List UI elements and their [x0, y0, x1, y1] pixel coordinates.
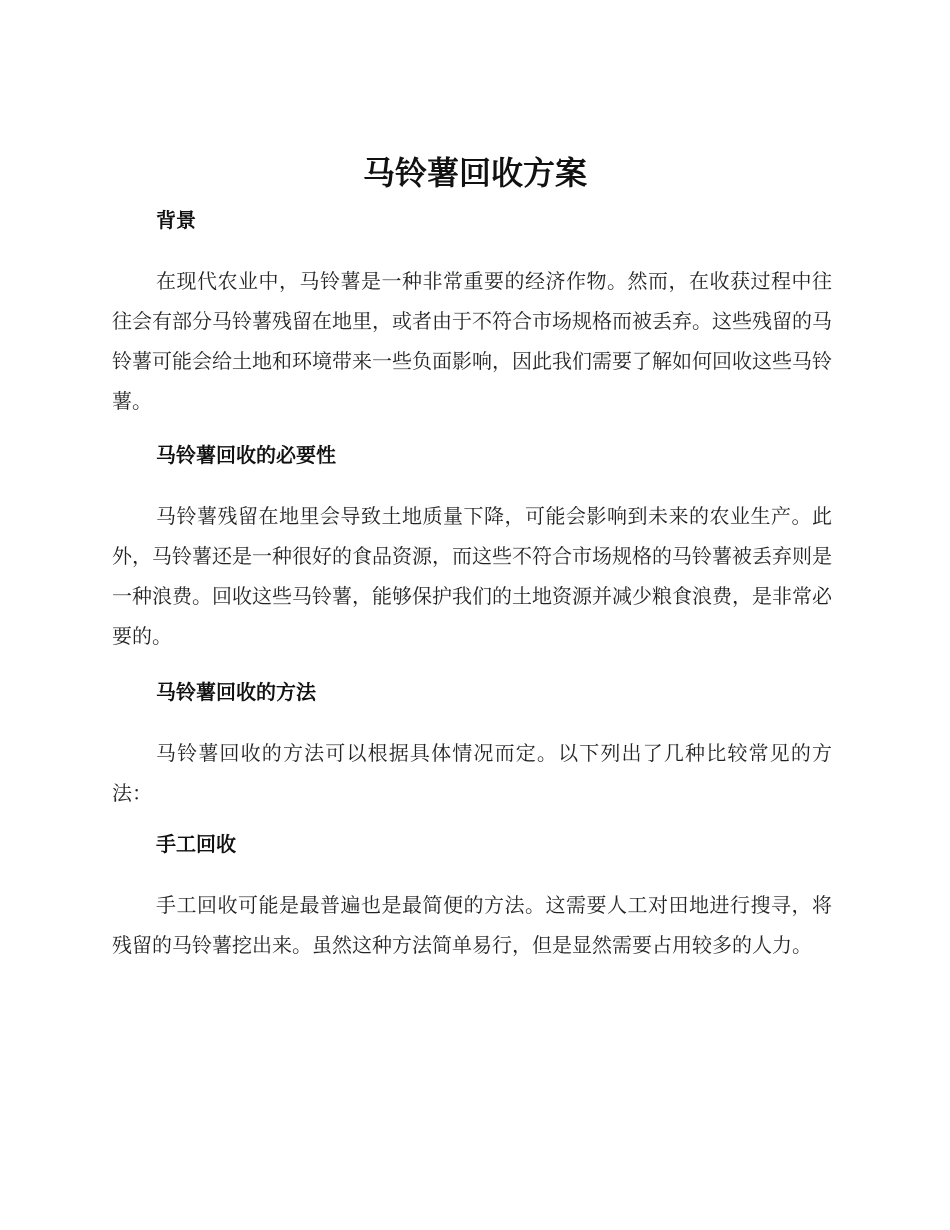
section-necessity	[112, 440, 832, 656]
section-methods	[112, 677, 832, 813]
section-background	[112, 205, 832, 421]
document-title: 马铃薯回收方案	[362, 154, 587, 192]
section-paragraph: 手工回收可能是最普遍也是最简便的方法。这需要人工对田地进行搜寻，将残留的马铃薯挖出来。虽然这种方法简单易行，但是显然需要占用较多的人力。	[112, 893, 832, 957]
section-paragraph: 马铃薯残留在地里会导致土地质量下降，可能会影响到未来的农业生产。此外，马铃薯还是一种很好的食品资源，而这些不符合市场规格的马铃薯被丢弃则是一种浪费。回收这些马铃薯，能够保护我们的土地资源并减少粮食浪费，是非常必要的。	[112, 504, 832, 648]
section-heading: 马铃薯回收的必要性	[156, 443, 336, 467]
section-paragraph: 马铃薯回收的方法可以根据具体情况而定。以下列出了几种比较常见的方法：	[112, 741, 832, 805]
section-heading: 马铃薯回收的方法	[156, 680, 316, 704]
section-paragraph: 在现代农业中，马铃薯是一种非常重要的经济作物。然而，在收获过程中往往会有部分马铃薯残留在地里，或者由于不符合市场规格而被丢弃。这些残留的马铃薯可能会给土地和环境带来一些负面影响，因此我们需要了解如何回收这些马铃薯。	[112, 269, 832, 413]
section-heading: 手工回收	[156, 832, 236, 856]
section-heading: 背景	[156, 208, 196, 232]
section-manual-recovery	[112, 829, 832, 965]
